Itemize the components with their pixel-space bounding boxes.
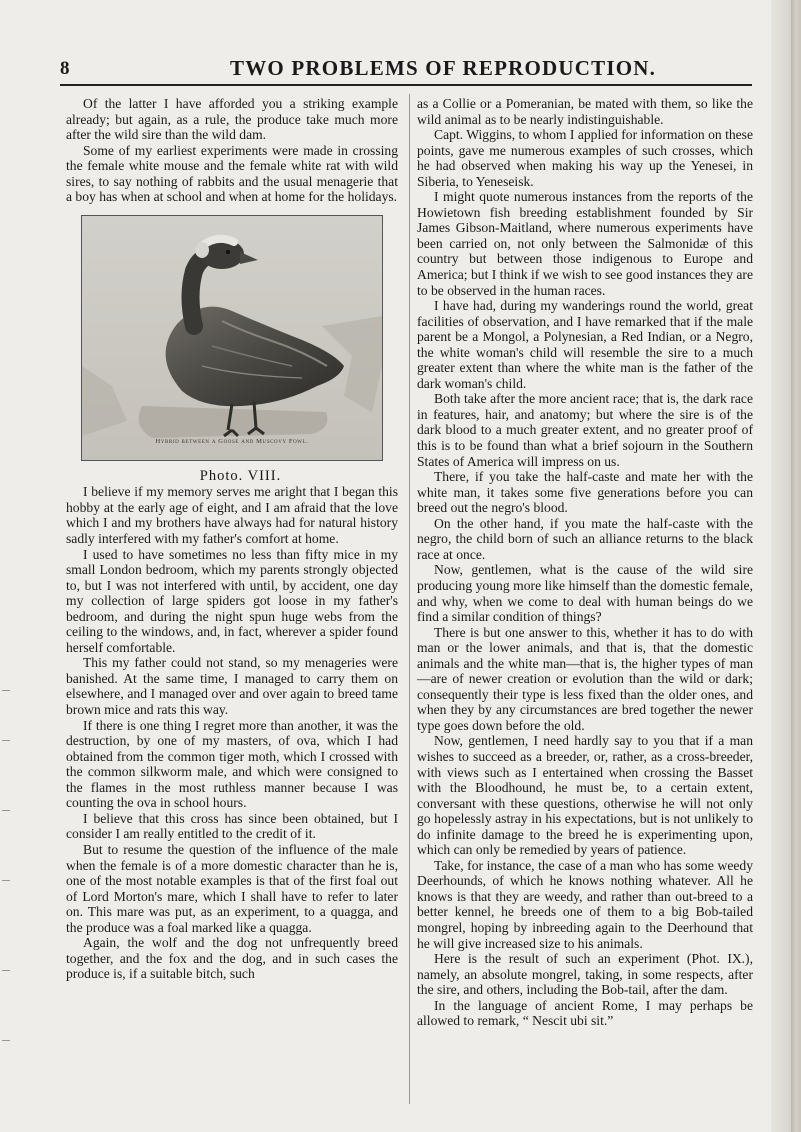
paragraph: Some of my earliest experiments were made in crossing the female white mouse and the female white rat with wild sires, to say nothing of rabbits and the usual menagerie that a boy has when at school and when at home for the holidays. — [66, 142, 398, 205]
paragraph: Here is the result of such an experiment (Phot. IX.), namely, an absolute mongrel, taking, in some respects, after the sire, and others, including the Bob-tail, after the dam. — [417, 951, 753, 998]
left-column — [66, 96, 398, 982]
header-rule — [60, 84, 752, 86]
column-divider — [409, 94, 410, 1104]
right-column — [417, 96, 753, 1029]
page-number: 8 — [60, 58, 70, 79]
paragraph: Take, for instance, the case of a man who has some weedy Deerhounds, of which he knows nothing whatever. All he knows is that they are weedy, and rather than out-breed to a better kennel, he breeds one of them to a big Bob-tailed mongrel, hoping by inbreeding again to the Deerhound that he will give increased size to his animals. — [417, 857, 753, 951]
paragraph: There is but one answer to this, whether it has to do with man or the lower animals, and that is, that the domestic animals and the white man—that is, the higher types of man—are of newer creation or evolution than the wild or dark; consequently their type is less fixed than the older ones, and when they by any circumstances are bred together the newer type goes down before the old. — [417, 624, 753, 733]
paragraph: I believe if my memory serves me aright that I began this hobby at the early age of eight, and I am afraid that the love which I and my brothers have always had for natural history sadly interfered with my father's comfort at home. — [66, 484, 398, 547]
paragraph: There, if you take the half-caste and mate her with the white man, it takes some five generations before you can breed out the negro's blood. — [417, 469, 753, 516]
paragraph: But to resume the question of the influence of the male when the female is of a more domestic character than he is, one of the most notable examples is that of the first foal out of Lord Morton's mare, which I shall have to refer to later on. This mare was put, as an experiment, to a quagga, and the produce was a foal marked like a quagga. — [66, 841, 398, 935]
paragraph: I might quote numerous instances from the reports of the Howietown fish breeding establishment founded by Sir James Gibson-Maitland, where numerous experiments have been carried on, not only between the Salmonidæ of this country but between those indigenous to Europe and America; but I think if we wish to see good instances they are to be observed in the human races. — [417, 189, 753, 298]
paragraph: I have had, during my wanderings round the world, great facilities of observation, and I have remarked that if the male parent be a Mongol, a Polynesian, a Red Indian, or a Negro, the white woman's child will resemble the sire to a much greater extent than where the white man is the father of the dark woman's child. — [417, 298, 753, 391]
binding-edge — [791, 0, 797, 1132]
paragraph: Both take after the more ancient race; that is, the dark race in features, hair, and anatomy; but where the sire is of the dark blood to a much greater extent, and no greater proof of this is to be found than what a brief sojourn in the Southern States of America will impress on us. — [417, 391, 753, 469]
page-header — [60, 56, 750, 86]
paragraph: Now, gentlemen, what is the cause of the wild sire producing young more like himself than the domestic female, and why, when we come to deal with human beings do we find a similar condition of things? — [417, 562, 753, 625]
running-title: TWO PROBLEMS OF REPRODUCTION. — [230, 56, 657, 80]
photo-figure — [81, 215, 383, 461]
paragraph: In the language of ancient Rome, I may perhaps be allowed to remark, “ Nescit ubi sit.” — [417, 997, 753, 1029]
paragraph: Again, the wolf and the dog not unfrequently breed together, and the fox and the dog, and in such cases the produce is, if a suitable bitch, such — [66, 935, 398, 982]
paragraph: as a Collie or a Pomeranian, be mated with them, so like the wild animal as to be nearly indistinguishable. — [417, 96, 753, 127]
paragraph: Of the latter I have afforded you a striking example already; but again, as a rule, the produce take much more after the wild sire than the wild dam. — [66, 96, 398, 143]
photo-embedded-caption: Hybrid between a Goose and Muscovy Fowl. — [155, 438, 309, 446]
paragraph: Capt. Wiggins, to whom I applied for information on these points, gave me numerous examples of such crosses, which he had observed when making his way up the Yenesei, in Siberia, to Yeneseisk. — [417, 127, 753, 189]
paragraph: Now, gentlemen, I need hardly say to you that if a man wishes to succeed as a breeder, or, rather, as a cross-breeder, with views such as I entertained when crossing the Basset with the Bloodhound, he must be, to a certain extent, conversant with these questions, otherwise he will not only go hopelessly astray in his expectations, but is not unlikely to do infinite damage to the breed he is experimenting upon, which can only be remedied by years of patience. — [417, 733, 753, 858]
paragraph: I believe that this cross has since been obtained, but I consider I am really entitled to the credit of it. — [66, 810, 398, 842]
goose-hybrid-photo — [82, 216, 382, 460]
left-edge-marks — [2, 680, 12, 1100]
paragraph: This my father could not stand, so my menageries were banished. At the same time, I managed to carry them on elsewhere, and I managed over and over again to breed tame brown mice and rats this way. — [66, 655, 398, 718]
paragraph: I used to have sometimes no less than fifty mice in my small London bedroom, which my parents strongly objected to, but I was not interfered with until, by accident, one day my collection of large spiders got loose in my father's bedroom, and during the night spun huge webs from the ceiling to the windows, and, in fact, wherever a spider found herself comfortable. — [66, 546, 398, 655]
paragraph: If there is one thing I regret more than another, it was the destruction, by one of my masters, of ova, which I had obtained from the common tiger moth, which I crossed with the common silkworm male, and which were consigned to the flames in the most ruthless manner because I was counting the ova in school hours. — [66, 717, 398, 811]
page-edge-shadow — [771, 0, 801, 1132]
paragraph: On the other hand, if you mate the half-caste with the negro, the child born of such an alliance returns to the black race at once. — [417, 515, 753, 562]
figure-label: Photo. VIII. — [199, 467, 282, 484]
